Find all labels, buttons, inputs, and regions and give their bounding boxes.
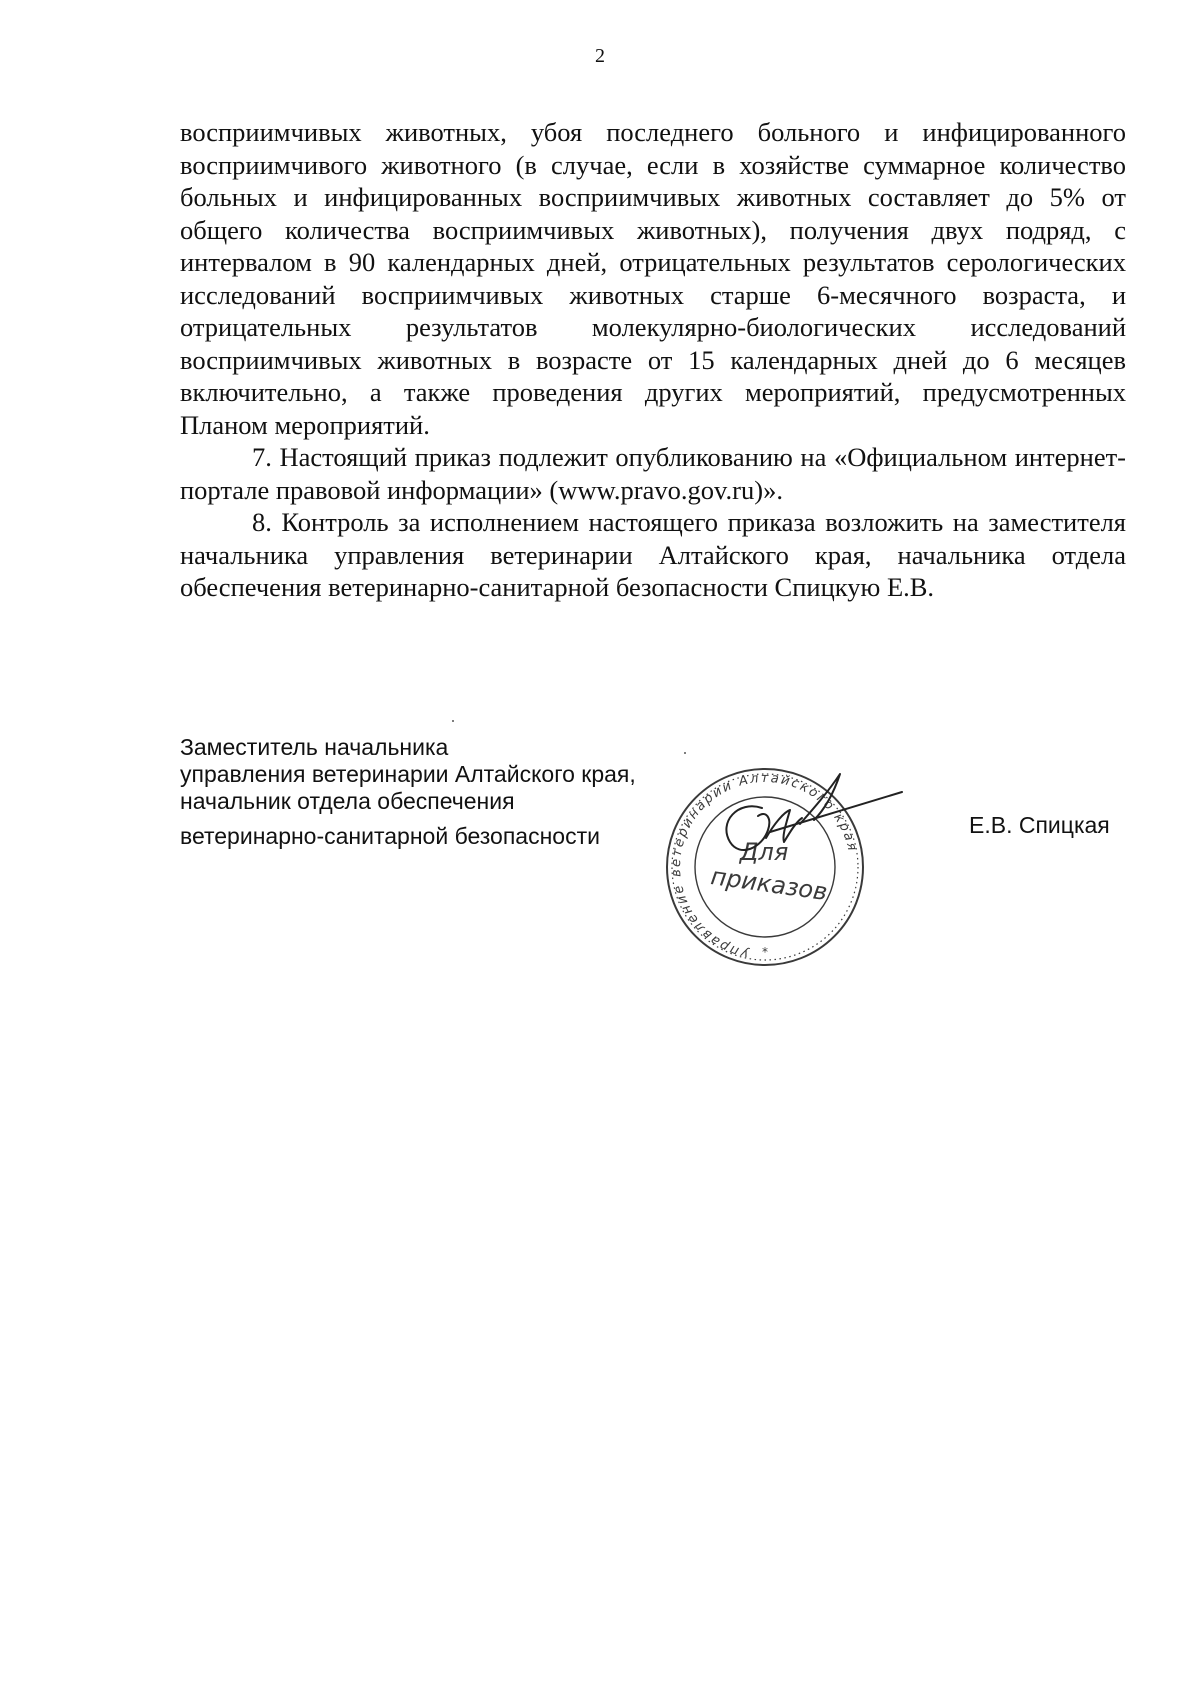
paragraph-item-8: 8. Контроль за исполнением настоящего приказа возложить на заместителя начальника управления ветеринарии Алтайского края, начальника отдела обеспечения ветеринарно-санитарной безопасности Спицкую Е.В. bbox=[180, 507, 1126, 602]
signature-position-line: Заместитель начальника bbox=[180, 734, 449, 760]
official-stamp bbox=[650, 752, 920, 992]
signature-position-line: ветеринарно-санитарной безопасности bbox=[180, 823, 600, 849]
scan-speck bbox=[452, 720, 454, 722]
stamp-seal-graphic bbox=[650, 752, 920, 992]
paragraph-continuation: восприимчивых животных, убоя последнего больного и инфицированного восприимчивого животного (в случае, если в хозяйстве суммарное количество больных и инфицированных восприимчивых животных составляет до 5% от общего количества восприимчивых животных), получения двух подряд, с интервалом в 90 календарных дней, отрицательных результатов серологических исследований восприимчивых животных старше 6-месячного возраста, и отрицательных результатов молекулярно-биологических исследований восприимчивых животных в возрасте от 15 календарных дней до 6 месяцев включительно, а также проведения других мероприятий, предусмотренных Планом мероприятий. bbox=[180, 117, 1126, 440]
stamp-star: * bbox=[762, 945, 768, 959]
stamp-ring-text: управление ветеринарии Алтайского края bbox=[668, 770, 860, 962]
signer-name: Е.В. Спицкая bbox=[969, 812, 1110, 838]
stamp-center-text: приказов bbox=[709, 862, 830, 907]
page-number: 2 bbox=[595, 45, 605, 67]
stamp-center-text: Для bbox=[739, 838, 789, 866]
document-body bbox=[180, 116, 1126, 604]
stamp-outer-ring bbox=[667, 769, 863, 965]
paragraph-item-7: 7. Настоящий приказ подлежит опубликованию на «Официальном интернет-портале правовой информации» (www.pravo.gov.ru)». bbox=[180, 442, 1126, 505]
signature-position-line: управления ветеринарии Алтайского края, bbox=[180, 761, 636, 787]
signature-position-line: начальник отдела обеспечения bbox=[180, 788, 515, 814]
